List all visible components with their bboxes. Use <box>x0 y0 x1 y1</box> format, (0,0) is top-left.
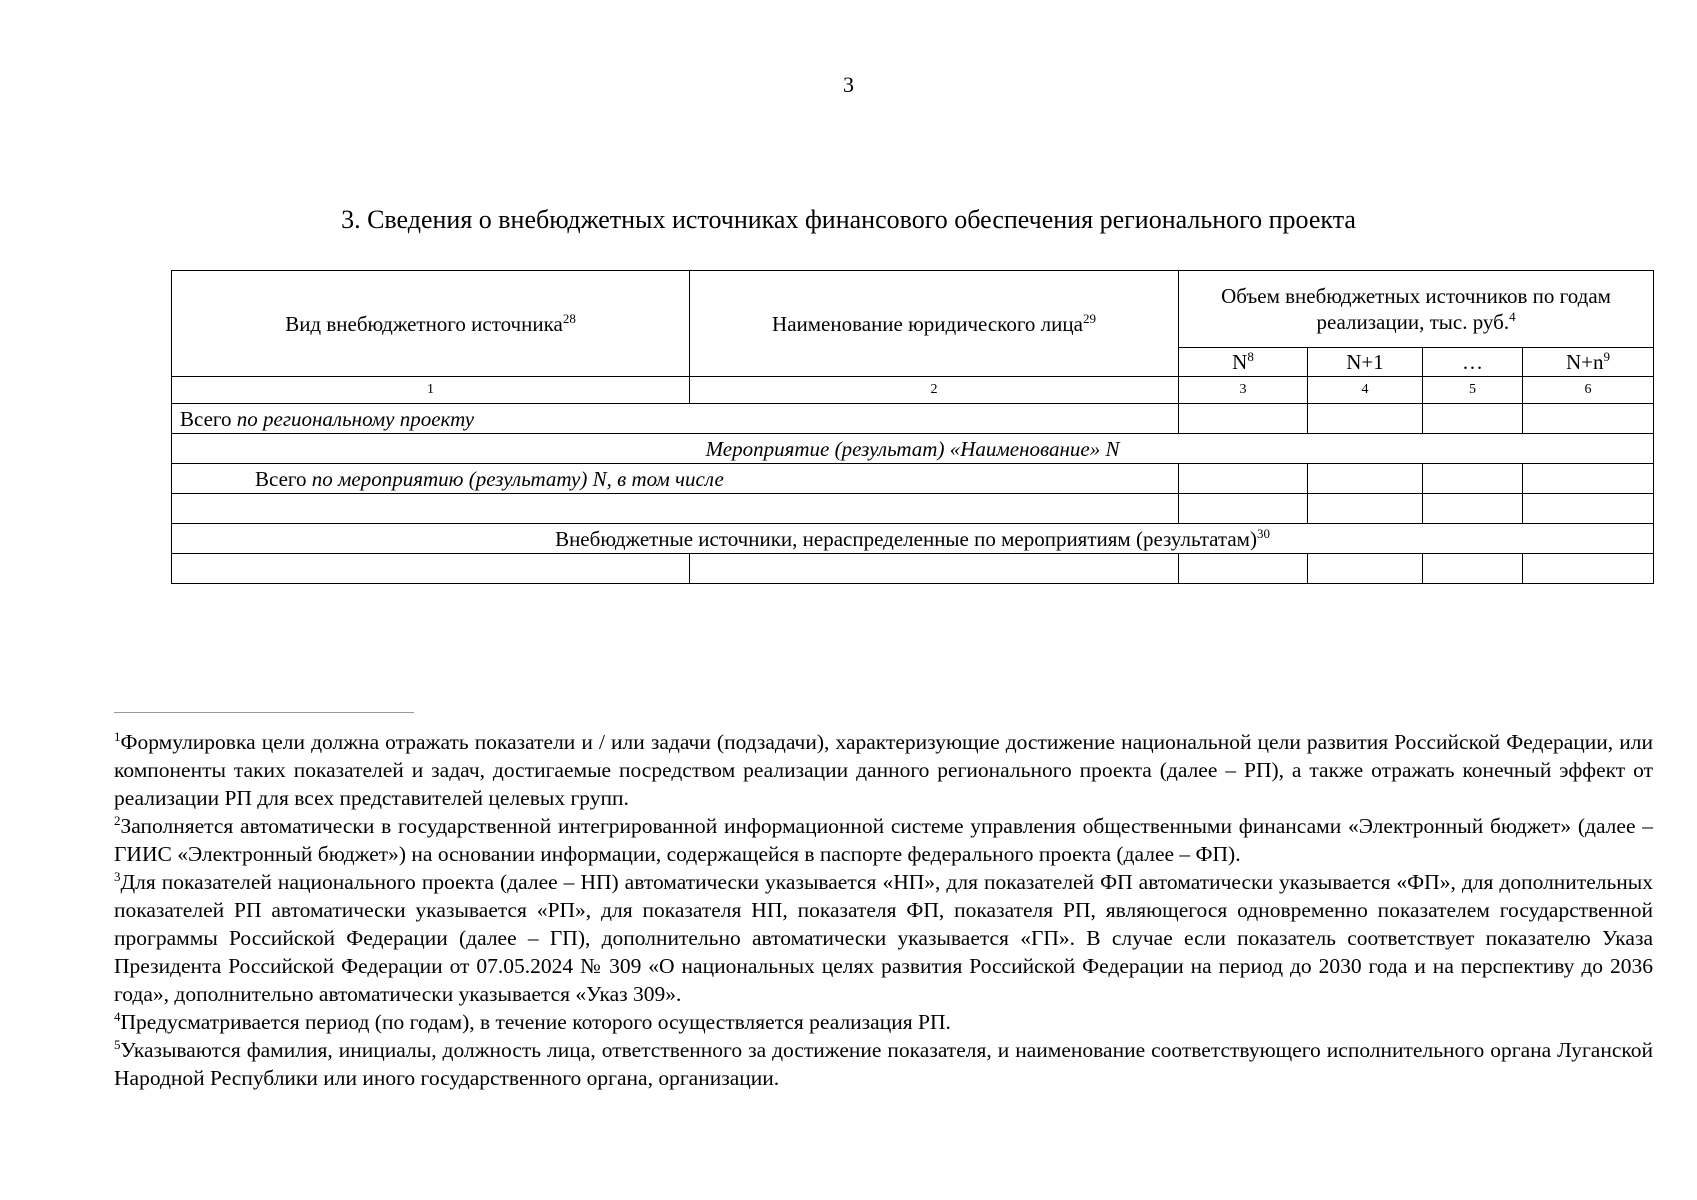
header-source-type <box>172 271 690 377</box>
column-numbers-row <box>172 377 1654 404</box>
table-cell <box>172 494 1179 524</box>
header-year-ellipsis <box>1423 348 1523 377</box>
footnote-text: Предусматривается период (по годам), в течение которого осуществляется реализация РП. <box>120 1010 951 1034</box>
table-cell <box>690 554 1179 584</box>
footnote <box>114 728 1653 812</box>
table-cell <box>1308 464 1423 494</box>
table-cell <box>1423 494 1523 524</box>
column-number: 2 <box>690 377 1179 404</box>
header-year-n-note: 8 <box>1247 349 1254 364</box>
footnote-number: 3 <box>114 868 121 884</box>
event-row <box>172 434 1654 464</box>
footnote-number: 5 <box>114 1036 121 1052</box>
header-year-nn-note: 9 <box>1603 349 1611 364</box>
header-year-n1 <box>1308 348 1423 377</box>
footnote <box>114 812 1653 868</box>
event-row-label: Мероприятие (результат) «Наименование» N <box>705 436 1120 461</box>
column-number: 4 <box>1308 377 1423 404</box>
header-volume-label: Объем внебюджетных источников по годам реализации, тыс. руб. <box>1221 284 1611 334</box>
footnote-text: Формулировка цели должна отражать показатели и / или задачи (подзадачи), характеризующие достижение национальной цели развития Российской Федерации, или компоненты таких показателей и задач, достигаемые посредством реализации данного регионального проекта (далее – РП), а также отражать конечный эффект от реализации РП для всех представителей целевых групп. <box>114 730 1653 810</box>
total-project-row <box>172 404 1654 434</box>
table-cell <box>172 554 690 584</box>
header-year-nn <box>1523 348 1654 377</box>
header-year-ellipsis-label: … <box>1462 350 1483 374</box>
header-year-n1-label: N+1 <box>1346 350 1384 374</box>
header-volume <box>1179 271 1654 348</box>
total-project-label <box>172 404 1179 434</box>
footnote-text: Заполняется автоматически в государственной интегрированной информационной системе управления общественными финансами «Электронный бюджет» (далее – ГИИС «Электронный бюджет») на основании информации, содержащейся в паспорте федерального проекта (далее – ФП). <box>114 814 1653 866</box>
column-number: 1 <box>172 377 690 404</box>
header-source-type-label: Вид внебюджетного источника <box>285 311 563 336</box>
footnote-separator <box>114 712 414 713</box>
empty-unallocated-row <box>172 554 1654 584</box>
footnote-text: Для показателей национального проекта (далее – НП) автоматически указывается «НП», для показателей ФП автоматически указывается «ФП», для дополнительных показателей РП автоматически указывается «РП», для показателя НП, показателя ФП, показателя РП, являющегося одновременно показателем государственной программы Российской Федерации (далее – ГП), дополнительно автоматически указывается «ГП». В случае если показатель соответствует показателю Указа Президента Российской Федерации от 07.05.2024 № 309 «О национальных целях развития Российской Федерации на период до 2030 года и на перспективу до 2036 года», дополнительно автоматически указывается «Указ 309». <box>114 870 1653 1006</box>
footnote-number: 4 <box>114 1008 121 1024</box>
total-project-italic: по региональному проекту <box>236 406 475 431</box>
column-number: 5 <box>1423 377 1523 404</box>
footnote-number: 1 <box>114 728 121 744</box>
table-cell <box>1423 404 1523 434</box>
table-cell <box>1423 464 1523 494</box>
header-year-n-label: N <box>1232 350 1248 374</box>
table-cell <box>1523 404 1654 434</box>
header-source-type-note: 28 <box>562 310 576 326</box>
header-volume-note: 4 <box>1509 309 1516 324</box>
table-header-row <box>172 271 1654 348</box>
unallocated-row-label: Внебюджетные источники, нераспределенные по мероприятиям (результатам) <box>555 526 1257 551</box>
header-legal-entity-note: 29 <box>1082 310 1096 326</box>
page-number: 3 <box>843 72 854 97</box>
footnote <box>114 868 1653 1008</box>
total-event-italic: по мероприятию (результату) N, в том числе <box>311 466 724 491</box>
column-number: 6 <box>1523 377 1654 404</box>
unallocated-row-note: 30 <box>1256 525 1270 541</box>
offbudget-sources-table <box>171 270 1654 584</box>
table-cell <box>1308 404 1423 434</box>
footnotes <box>114 728 1653 1092</box>
empty-event-row <box>172 494 1654 524</box>
event-row-cell <box>172 434 1654 464</box>
column-number: 3 <box>1179 377 1308 404</box>
table-cell <box>1179 494 1308 524</box>
total-event-row <box>172 464 1654 494</box>
total-event-prefix: Всего <box>255 466 307 491</box>
total-project-prefix: Всего <box>180 406 232 431</box>
footnote-number: 2 <box>114 812 121 828</box>
table-cell <box>1523 464 1654 494</box>
header-legal-entity-label: Наименование юридического лица <box>772 311 1083 336</box>
table-cell <box>1179 554 1308 584</box>
table-cell <box>1308 554 1423 584</box>
footnote <box>114 1036 1653 1092</box>
header-year-nn-label: N+n <box>1566 350 1604 374</box>
header-legal-entity <box>690 271 1179 377</box>
table-cell <box>1423 554 1523 584</box>
unallocated-row-cell <box>172 524 1654 554</box>
section-title: 3. Сведения о внебюджетных источниках финансового обеспечения регионального проекта <box>341 205 1356 234</box>
footnote-text: Указываются фамилия, инициалы, должность лица, ответственного за достижение показателя, и наименование соответствующего исполнительного органа Луганской Народной Республики или иного государственного органа, организации. <box>114 1038 1653 1090</box>
table-cell <box>1179 464 1308 494</box>
header-year-n <box>1179 348 1308 377</box>
table-cell <box>1308 494 1423 524</box>
unallocated-row <box>172 524 1654 554</box>
table-cell <box>1179 404 1308 434</box>
table-cell <box>1523 494 1654 524</box>
footnote <box>114 1008 1653 1036</box>
table-cell <box>1523 554 1654 584</box>
total-event-label <box>172 464 1179 494</box>
